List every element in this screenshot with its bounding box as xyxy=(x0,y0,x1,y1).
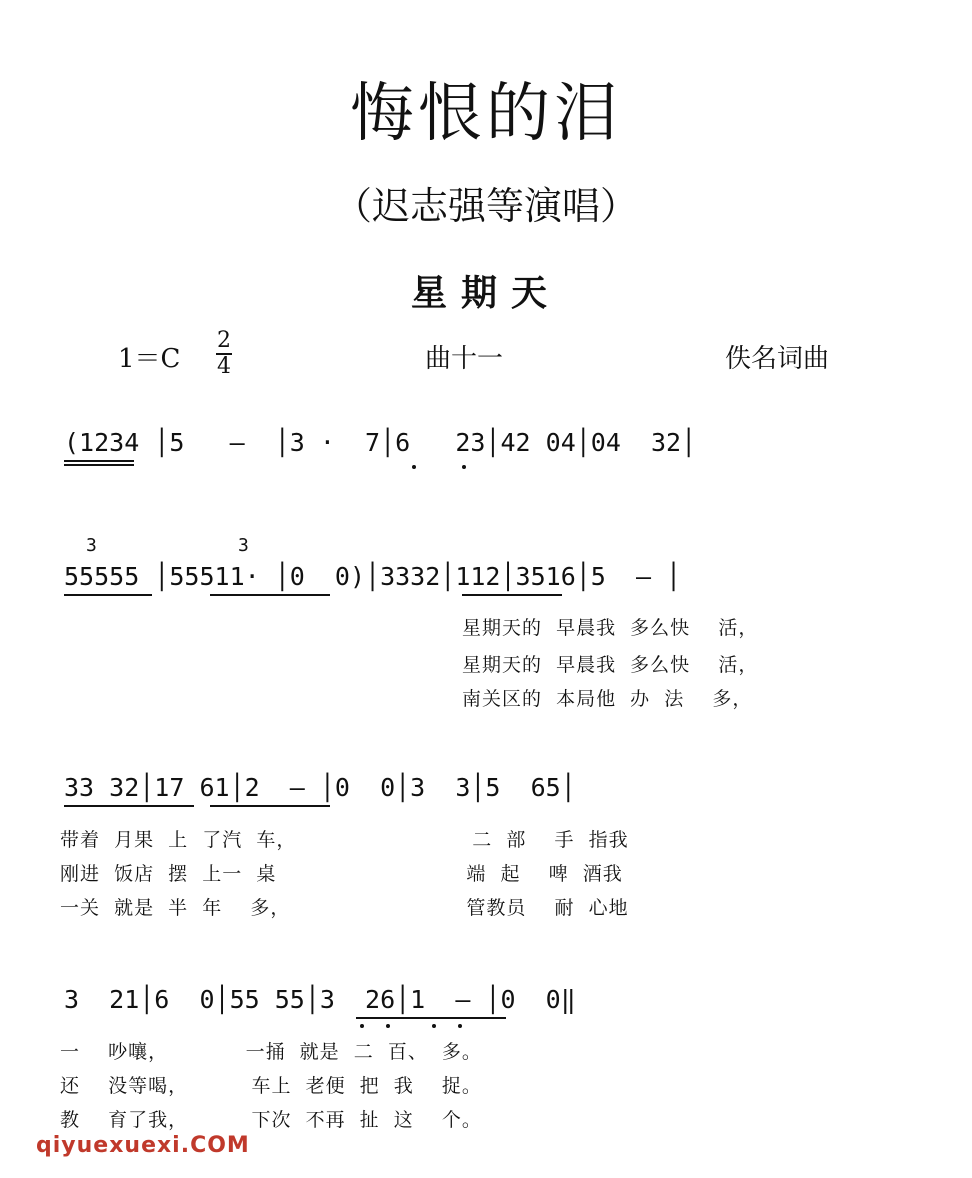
subtitle: （迟志强等演唱） xyxy=(333,184,638,228)
octave-dot xyxy=(412,465,416,469)
lyric-row-3-verse-3: 一关 就是 半 年 多， 管教员 耐 心地 xyxy=(60,897,629,919)
triplet-mark-2: 3 xyxy=(238,535,249,556)
time-signature xyxy=(216,330,232,378)
octave-dot xyxy=(462,465,466,469)
song-title: 星期天 xyxy=(410,273,561,314)
beam-underline xyxy=(64,805,194,807)
beam-underline xyxy=(64,594,152,596)
credit-label: 佚名词曲 xyxy=(725,344,830,374)
notation-row-1: (1234 │5 — │3 · 7│6 23│42 04│04 32│ xyxy=(64,428,697,457)
octave-dot xyxy=(432,1024,436,1028)
lyric-row-3-verse-1: 带着 月果 上 了汽 车， 二 部 手 指我 xyxy=(60,829,629,851)
tune-label: 曲十一 xyxy=(425,344,504,374)
beam-underline xyxy=(210,805,330,807)
notation-row-4: 3 21│6 0│55 55│3 26│1 — │0 0‖ xyxy=(64,985,576,1014)
triplet-mark-1: 3 xyxy=(86,535,97,556)
beam-underline xyxy=(356,1017,506,1019)
beam-underline xyxy=(64,464,134,466)
notation-row-2: 55555 │55511· │0 0)│3332│112│3516│5 — │ xyxy=(64,562,682,591)
lyric-row-3-verse-2: 刚进 饭店 摆 上一 桌 端 起 啤 酒我 xyxy=(60,863,623,885)
lyric-row-2-verse-1: 星期天的 早晨我 多么快 活， xyxy=(462,617,759,639)
site-watermark: qiyuexuexi.COM xyxy=(36,1133,250,1158)
lyric-row-4-verse-1: 一 吵嚷， 一捅 就是 二 百、 多。 xyxy=(60,1041,482,1063)
lyric-row-4-verse-2: 还 没等喝， 车上 老便 把 我 捉。 xyxy=(60,1075,482,1097)
time-top: 2 xyxy=(217,328,231,353)
beam-underline xyxy=(210,594,330,596)
lyric-row-2-verse-3: 南关区的 本局他 办 法 多， xyxy=(462,688,753,710)
octave-dot xyxy=(360,1024,364,1028)
beam-underline xyxy=(462,594,562,596)
notation-row-3: 33 32│17 61│2 — │0 0│3 3│5 65│ xyxy=(64,773,576,802)
time-bottom: 4 xyxy=(217,354,231,379)
octave-dot xyxy=(458,1024,462,1028)
lyric-row-4-verse-3: 教 育了我， 下次 不再 扯 这 个。 xyxy=(60,1109,482,1131)
page-title: 悔恨的泪 xyxy=(350,77,622,151)
key-signature: 1＝C xyxy=(118,344,181,374)
octave-dot xyxy=(386,1024,390,1028)
beam-underline xyxy=(64,460,134,462)
lyric-row-2-verse-2: 星期天的 早晨我 多么快 活， xyxy=(462,654,759,676)
